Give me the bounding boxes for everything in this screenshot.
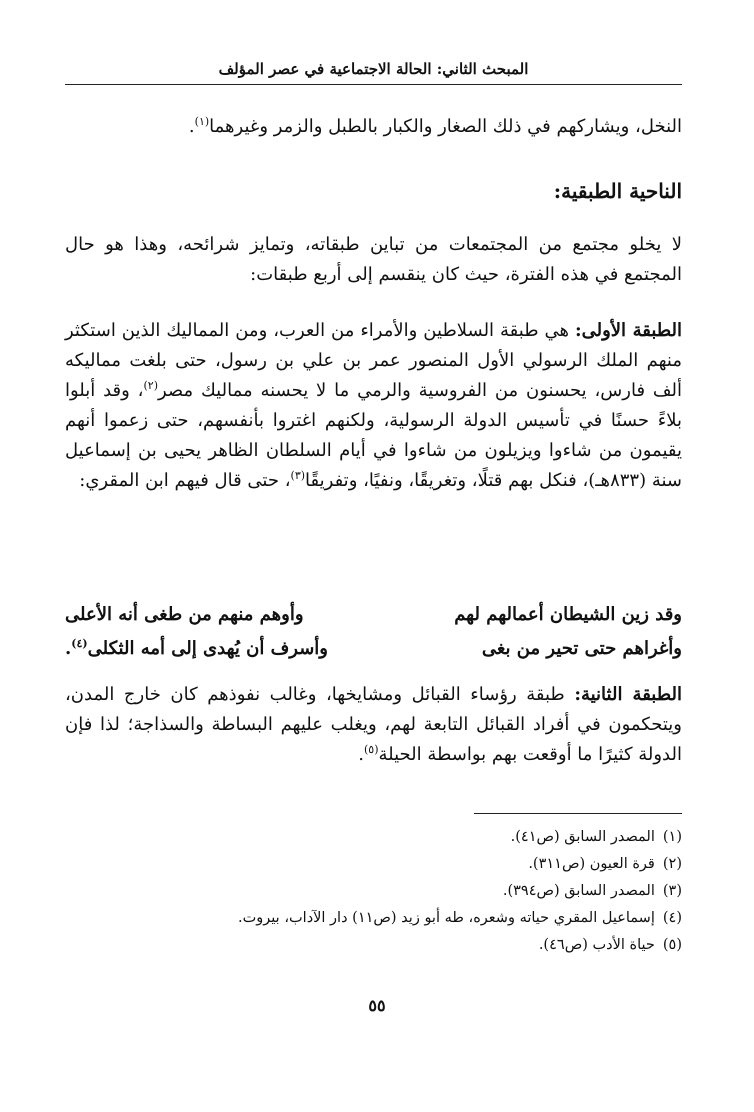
footnote-text: حياة الأدب (ص٤٦).	[538, 937, 655, 953]
footnote-item	[65, 905, 682, 932]
footnote-marker-5[interactable]: (٥)	[364, 743, 379, 756]
footnote-number: (١)	[662, 829, 682, 845]
poem-verse-2	[65, 632, 682, 666]
footnote-number: (٢)	[662, 856, 682, 872]
footnote-marker-2[interactable]: (٢)	[143, 379, 158, 392]
poem-verse-1-first-hemistich: وقد زين الشيطان أعمالهم لهم	[454, 604, 682, 625]
footnote-text: المصدر السابق (ص٣٩٤).	[502, 883, 655, 899]
class-two-label: الطبقة الثانية:	[574, 684, 682, 705]
footnote-marker-1[interactable]: (١)	[194, 115, 210, 128]
section-heading: الناحية الطبقية:	[553, 179, 682, 203]
class-two-end: .	[358, 744, 364, 765]
footnote-item	[65, 932, 682, 959]
intro-paragraph	[65, 230, 682, 290]
page-number: ٥٥	[368, 996, 386, 1015]
class-one-paragraph	[65, 316, 682, 496]
footnote-text: قرة العيون (ص٣١١).	[528, 856, 655, 872]
footnote-rule	[474, 813, 682, 814]
poem-verse-2-end: .	[65, 638, 72, 659]
class-one-text-c: ، حتى قال فيهم ابن المقري:	[79, 470, 291, 491]
continued-paragraph	[65, 112, 682, 142]
running-header: المبحث الثاني: الحالة الاجتماعية في عصر المؤلف	[218, 60, 529, 78]
poem-verse-2-second-hemistich: وأسرف أن يُهدى إلى أمه الثكلى	[87, 638, 329, 659]
class-one-text-b: ، وقد أبلوا بلاءً حسنًا في تأسيس الدولة الرسولية، ولكنهم اغتروا بأنفسهم، حتى زعموا أنهم يقيمون من شاءوا ويزيلون من شاءوا في أيام السلطان الظاهر يحيى بن إسماعيل سنة (٨٣٣هـ)، فنكل بهم قتلًا، وتغريقًا، ونفيًا، وتفريقًا	[65, 380, 682, 491]
poem-verse-1	[65, 598, 682, 632]
footnote-number: (٥)	[662, 937, 682, 953]
sentence-end: .	[188, 116, 195, 137]
continued-paragraph-text: النخل، ويشاركهم في ذلك الصغار والكبار بالطبل والزمر وغيرهما	[209, 116, 682, 137]
poem-verse-2-second-hemistich-wrap	[65, 632, 328, 666]
footnote-item	[65, 824, 682, 851]
class-one-text-a: هي طبقة السلاطين والأمراء من العرب، ومن المماليك الذين استكثر منهم الملك الرسولي الأول المنصور عمر بن علي بن رسول، حتى بلغت مماليكه ألف فارس، يحسنون من الفروسية والرمي ما لا يحسنه مماليك مصر	[65, 320, 682, 401]
class-two-paragraph	[65, 680, 682, 770]
poem	[65, 598, 682, 666]
class-one-label: الطبقة الأولى:	[574, 320, 683, 341]
class-two-text: طبقة رؤساء القبائل ومشايخها، وغالب نفوذهم كان خارج المدن، ويتحكمون في أفراد القبائل التابعة لهم، ويغلب عليهم البساطة والسذاجة؛ لذا فإن الدولة كثيرًا ما أوقعت بهم بواسطة الحيلة	[65, 684, 682, 765]
poem-verse-1-second-hemistich: وأوهم منهم من طغى أنه الأعلى	[65, 604, 304, 625]
footnote-number: (٣)	[662, 883, 682, 899]
footnote-marker-3[interactable]: (٣)	[290, 469, 306, 482]
footnote-number: (٤)	[662, 910, 682, 926]
footnote-marker-4[interactable]: (٤)	[71, 637, 88, 650]
header-rule	[65, 84, 682, 85]
footnote-item	[65, 878, 682, 905]
footnote-text: إسماعيل المقري حياته وشعره، طه أبو زيد (ص١١) دار الآداب، بيروت.	[238, 910, 655, 926]
footnote-item	[65, 851, 682, 878]
intro-text: لا يخلو مجتمع من المجتمعات من تباين طبقاته، وتمايز شرائحه، وهذا هو حال المجتمع في هذه الفترة، حيث كان ينقسم إلى أربع طبقات:	[65, 234, 682, 285]
footnote-text: المصدر السابق (ص٤١).	[510, 829, 655, 845]
footnotes-list	[65, 824, 682, 959]
poem-verse-2-first-hemistich: وأغراهم حتى تحير من بغى	[481, 638, 682, 659]
